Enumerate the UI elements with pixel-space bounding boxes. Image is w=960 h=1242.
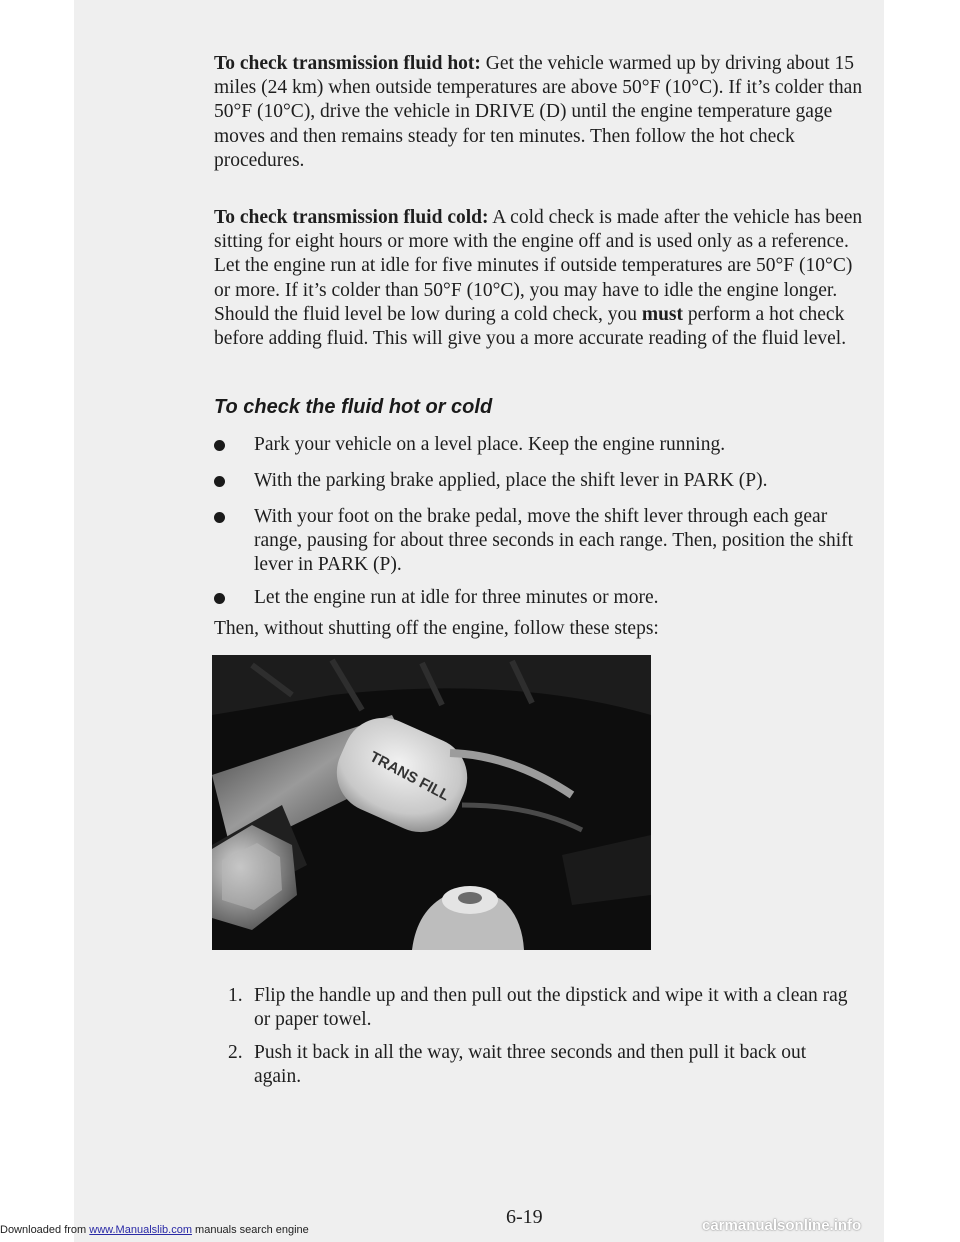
step-number: 2. <box>228 1042 243 1063</box>
hot-check-paragraph <box>214 52 864 173</box>
bullet-text: With the parking brake applied, place the shift lever in PARK (P). <box>254 470 768 491</box>
step-text: Push it back in all the way, wait three seconds and then pull it back out again. <box>254 1042 807 1088</box>
page-number: 6-19 <box>506 1206 543 1228</box>
bullet-dot-icon <box>214 593 225 604</box>
bullet-dot-icon <box>214 476 225 487</box>
cold-check-emphasis: must <box>641 303 683 325</box>
then-instructions: Then, without shutting off the engine, follow these steps: <box>214 618 659 639</box>
section-title: To check the fluid hot or cold <box>214 396 493 418</box>
cold-check-text-before: A cold check is made after the vehicle has been sitting for eight hours or more with the engine off and is used only as a reference. Let the engine run at idle for five minutes if outside temperatures are 50°F (10°C) or more. If it’s colder than 50°F (10°C), you may have to idle the engine longer. Should the fluid level be low during a cold check, you <box>214 207 863 325</box>
hot-check-text: Get the vehicle warmed up by driving about 15 miles (24 km) when outside temperatures are above 50°F (10°C). If it’s colder than 50°F (10°C), drive the vehicle in DRIVE (D) until the engine temperature gage moves and then remains steady for ten minutes. Then follow the hot check procedures. <box>214 53 863 171</box>
watermark-text: carmanualsonline.info <box>702 1217 862 1234</box>
manualslib-link[interactable]: www.Manualslib.com <box>89 1224 192 1236</box>
cold-check-paragraph <box>214 206 864 351</box>
trans-fill-dipstick-photo <box>212 655 651 950</box>
dipstick-photo-image <box>212 655 651 950</box>
bullet-text: Park your vehicle on a level place. Keep the engine running. <box>254 434 726 455</box>
step-number: 1. <box>228 985 243 1006</box>
cold-check-lead: To check transmission fluid cold: <box>214 207 489 228</box>
trans-fill-label: TRANS FILL <box>366 748 453 805</box>
bullet-text: Let the engine run at idle for three minutes or more. <box>254 587 659 608</box>
step-text: Flip the handle up and then pull out the dipstick and wipe it with a clean rag or paper towel. <box>254 985 848 1031</box>
footer-suffix: manuals search engine <box>191 1224 309 1236</box>
bullet-dot-icon <box>214 440 225 451</box>
bullet-text: With your foot on the brake pedal, move the shift lever through each gear range, pausing for about three seconds in each range. Then, position the shift lever in PARK (P). <box>254 506 854 576</box>
cold-check-text-after: perform a hot check before adding fluid. This will give you a more accurate reading of the fluid level. <box>214 303 847 350</box>
hot-check-lead: To check transmission fluid hot: <box>214 53 481 74</box>
footer-prefix: Downloaded from <box>0 1224 90 1236</box>
bullet-dot-icon <box>214 512 225 523</box>
download-footer <box>0 1224 309 1236</box>
